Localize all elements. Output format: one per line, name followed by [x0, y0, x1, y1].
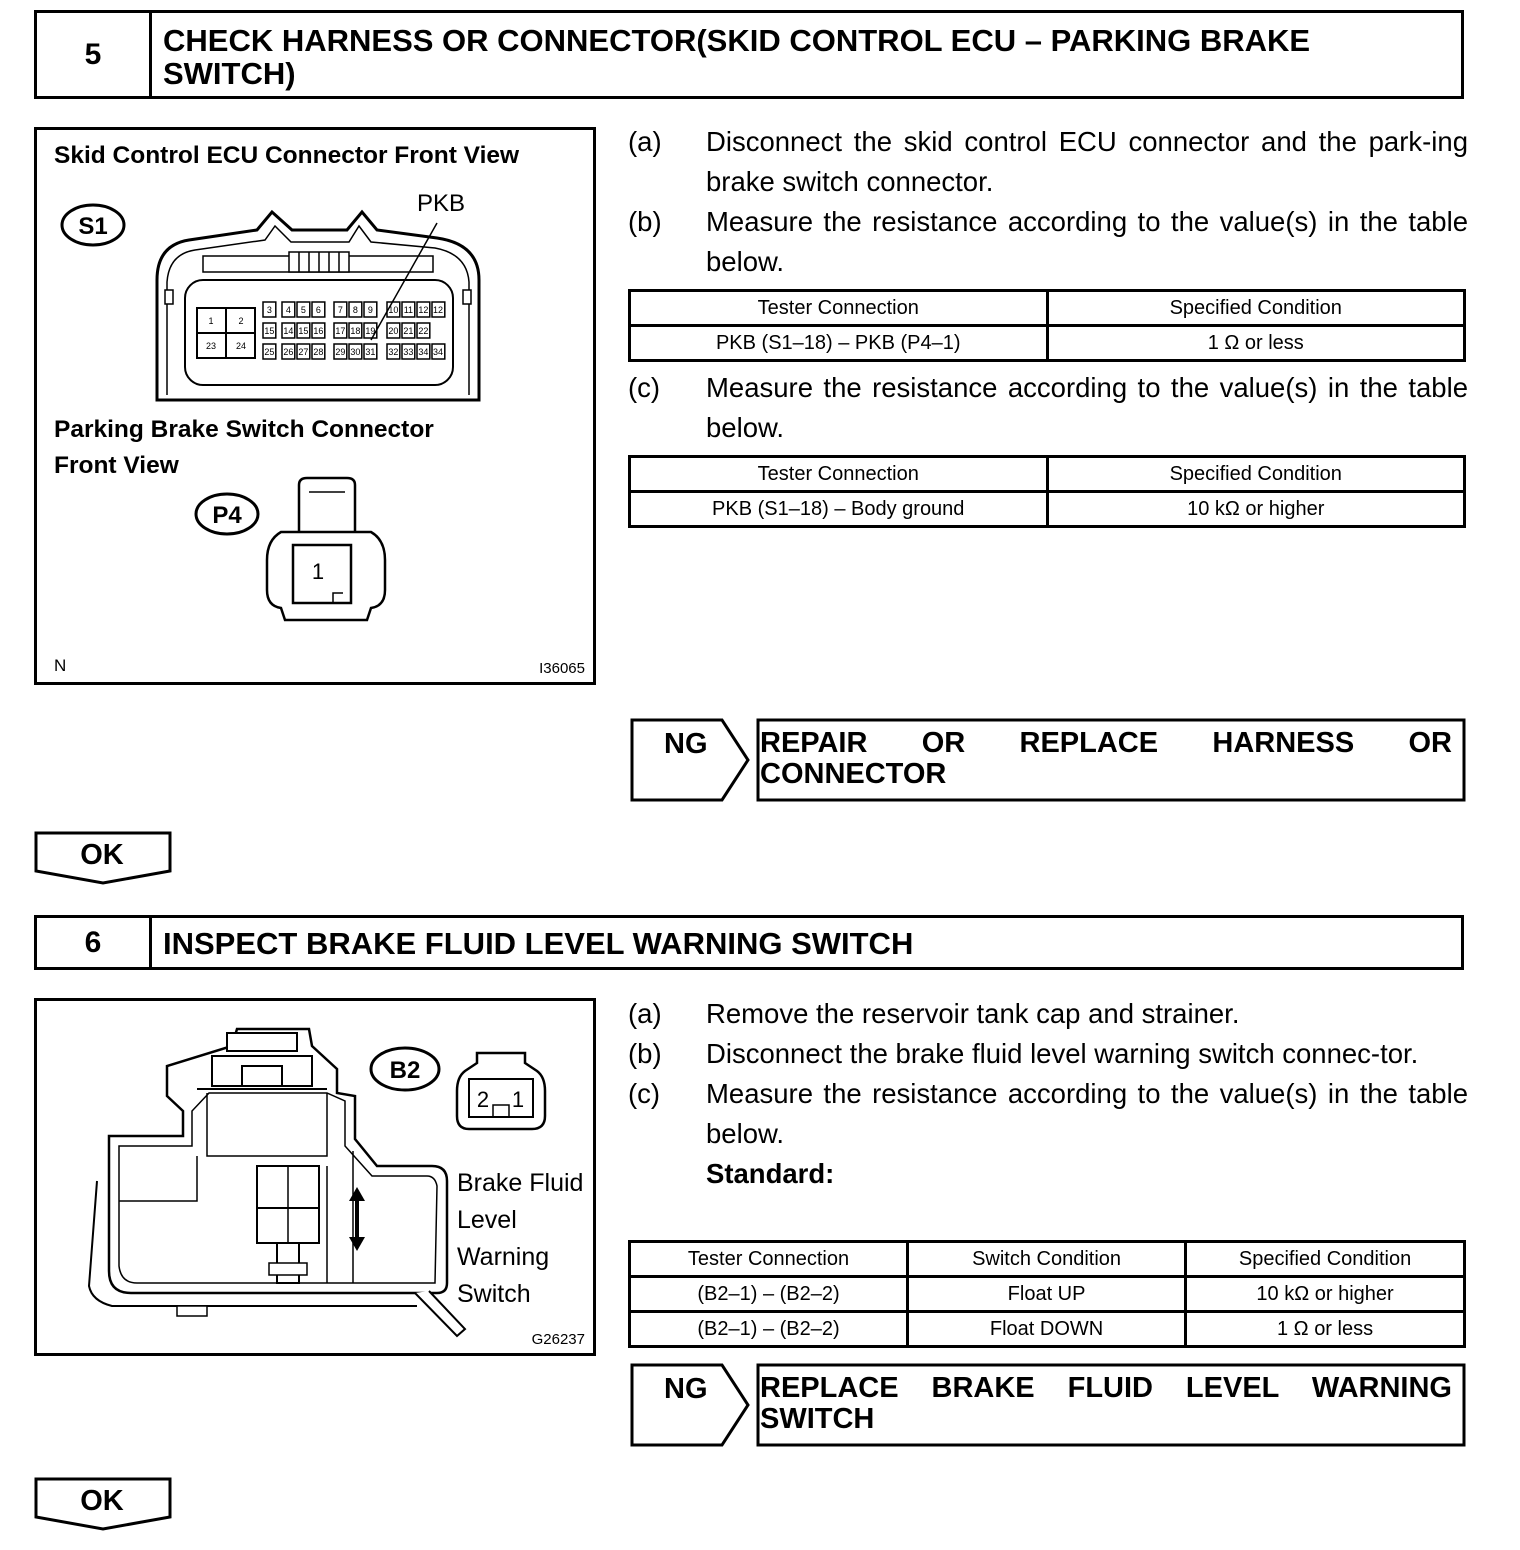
- instruction-label: (a): [628, 998, 662, 1029]
- instruction-text: Disconnect the skid control ECU connector and the park-ing brake switch connector.: [706, 126, 1468, 197]
- ecu-pin: 5: [300, 305, 306, 315]
- ecu-pin: 15: [264, 326, 275, 336]
- ng-action-line1: REPLACE BRAKE FLUID LEVEL WARNING: [760, 1372, 1452, 1404]
- table-row: [630, 1312, 1465, 1347]
- ecu-pin: 12: [432, 305, 444, 315]
- instruction-item: [628, 202, 1468, 282]
- instruction-text: Measure the resistance according to the value(s) in the table below.: [706, 1078, 1468, 1149]
- instruction-label: (b): [628, 1038, 662, 1069]
- ecu-pin: 19: [365, 326, 376, 336]
- ecu-pin: 17: [335, 326, 346, 336]
- table-header: Switch Condition: [908, 1242, 1186, 1277]
- pkb-connector-title-line2: Front View: [54, 452, 179, 479]
- ecu-pin: 22: [418, 326, 429, 336]
- ecu-pin: 27: [298, 347, 309, 357]
- step-6-ok-result: [34, 1477, 172, 1531]
- pkb-callout-label: PKB: [417, 190, 466, 217]
- ecu-pin: 10: [388, 305, 399, 315]
- ecu-connector-title: Skid Control ECU Connector Front View: [54, 142, 520, 169]
- step-5-instructions: [628, 122, 1468, 282]
- table-cell: (B2–1) – (B2–2): [630, 1277, 908, 1312]
- step-5-ng-result: [630, 718, 1466, 802]
- ecu-pin: 26: [283, 347, 294, 357]
- instruction-label: (a): [628, 126, 662, 157]
- ecu-pin: 31: [365, 347, 376, 357]
- b2-badge-text: B2: [389, 1057, 421, 1084]
- step-5-table-2: [628, 455, 1466, 528]
- table-header: Specified Condition: [1047, 457, 1465, 492]
- table-row: [630, 326, 1465, 361]
- table-cell: 1 Ω or less: [1047, 326, 1465, 361]
- ecu-connector-diagram: [37, 130, 593, 682]
- instruction-item: [628, 368, 1468, 448]
- b2-badge: [371, 1048, 439, 1090]
- ecu-pin: 1: [208, 316, 214, 326]
- ng-action-line2: CONNECTOR: [760, 758, 947, 790]
- ng-label: NG: [664, 728, 708, 760]
- step-6-title: INSPECT BRAKE FLUID LEVEL WARNING SWITCH: [163, 926, 914, 961]
- instruction-item: [628, 122, 1468, 202]
- table-cell: 10 kΩ or higher: [1186, 1277, 1465, 1312]
- switch-label-line: Warning: [457, 1243, 550, 1271]
- ng-action-line2: SWITCH: [760, 1403, 875, 1435]
- step-5-figure: [34, 127, 596, 685]
- figure-corner-left: N: [54, 656, 67, 675]
- instruction-label: (b): [628, 206, 662, 237]
- ok-label: OK: [80, 839, 124, 871]
- step-6-ng-result: [630, 1363, 1466, 1447]
- ecu-pin: 34: [432, 347, 444, 357]
- ecu-pin: 15: [298, 326, 309, 336]
- table-row: [630, 492, 1465, 527]
- p4-pin-label: 1: [311, 559, 325, 584]
- step-5-ok-result: [34, 831, 172, 885]
- table-header: Tester Connection: [630, 291, 1048, 326]
- table-row: [630, 1277, 1465, 1312]
- ecu-pin: 30: [350, 347, 361, 357]
- b2-pin-1: 1: [511, 1087, 525, 1112]
- switch-label-line: Brake Fluid: [457, 1169, 584, 1197]
- switch-label-line: Level: [457, 1206, 517, 1234]
- p4-badge: [196, 494, 258, 534]
- instruction-label: (c): [628, 1078, 661, 1109]
- table-cell: (B2–1) – (B2–2): [630, 1312, 908, 1347]
- ecu-pin: 12: [418, 305, 429, 315]
- instruction-item: [628, 1074, 1468, 1154]
- ecu-pin: 23: [205, 341, 217, 351]
- instruction-text: Remove the reservoir tank cap and strainer.: [706, 998, 1240, 1029]
- ecu-pin: 8: [352, 305, 358, 315]
- figure-id: I36065: [539, 660, 585, 677]
- step-6-table: [628, 1240, 1466, 1348]
- table-cell: PKB (S1–18) – PKB (P4–1): [630, 326, 1048, 361]
- step-6-header: [34, 915, 1464, 970]
- s1-badge-text: S1: [78, 213, 108, 240]
- ecu-pin: 2: [238, 316, 244, 326]
- ecu-pin: 6: [315, 305, 321, 315]
- b2-pin-2: 2: [476, 1087, 490, 1112]
- figure-id: G26237: [531, 1331, 585, 1348]
- switch-label-line: Switch: [457, 1280, 531, 1308]
- ng-action-line1: REPAIR OR REPLACE HARNESS OR: [760, 727, 1452, 759]
- ecu-pin: 21: [403, 326, 414, 336]
- step-6-instructions: [628, 994, 1468, 1194]
- table-cell: PKB (S1–18) – Body ground: [630, 492, 1048, 527]
- ecu-pin: 24: [235, 341, 247, 351]
- table-header: Specified Condition: [1047, 291, 1465, 326]
- standard-row: [628, 1154, 1468, 1194]
- ok-label: OK: [80, 1485, 124, 1517]
- ecu-pin: 16: [313, 326, 324, 336]
- table-cell: Float DOWN: [908, 1312, 1186, 1347]
- ecu-pin: 34: [418, 347, 429, 357]
- ng-label: NG: [664, 1373, 708, 1405]
- instruction-text: Disconnect the brake fluid level warning switch connec-tor.: [706, 1038, 1419, 1069]
- ecu-pin: 9: [367, 305, 373, 315]
- table-cell: Float UP: [908, 1277, 1186, 1312]
- step-5-instructions-c: [628, 368, 1468, 448]
- ecu-pin: 11: [403, 305, 414, 315]
- ecu-pin: 25: [264, 347, 275, 357]
- ecu-pin: 20: [388, 326, 399, 336]
- step-5-table-1: [628, 289, 1466, 362]
- ecu-pin: 4: [285, 305, 291, 315]
- instruction-item: [628, 1034, 1468, 1074]
- standard-label: Standard:: [706, 1158, 835, 1189]
- ecu-pin: 28: [313, 347, 324, 357]
- instruction-label: (c): [628, 372, 661, 403]
- ecu-pin: 18: [350, 326, 361, 336]
- ecu-pin: 33: [403, 347, 414, 357]
- p4-badge-text: P4: [212, 502, 242, 529]
- ecu-pin: 7: [337, 305, 343, 315]
- ecu-pin: 29: [335, 347, 346, 357]
- switch-label: [457, 1165, 583, 1313]
- table-header: Specified Condition: [1186, 1242, 1465, 1277]
- ecu-pin: 14: [283, 326, 294, 336]
- table-cell: 1 Ω or less: [1186, 1312, 1465, 1347]
- instruction-text: Measure the resistance according to the value(s) in the table below.: [706, 206, 1468, 277]
- step-5-title: CHECK HARNESS OR CONNECTOR(SKID CONTROL ECU – PARKING BRAKE SWITCH): [163, 23, 1311, 91]
- ecu-pin: 32: [388, 347, 399, 357]
- ecu-pin: 3: [266, 305, 272, 315]
- step-6-figure: [34, 998, 596, 1356]
- instruction-text: Measure the resistance according to the value(s) in the table below.: [706, 372, 1468, 443]
- step-5-header: [34, 10, 1464, 99]
- pkb-connector-title-line1: Parking Brake Switch Connector: [54, 416, 434, 443]
- s1-badge: [62, 205, 124, 245]
- table-header: Tester Connection: [630, 1242, 908, 1277]
- table-cell: 10 kΩ or higher: [1047, 492, 1465, 527]
- instruction-item: [628, 994, 1468, 1034]
- step-6-number: 6: [37, 918, 152, 967]
- step-5-number: 5: [37, 13, 152, 96]
- table-header: Tester Connection: [630, 457, 1048, 492]
